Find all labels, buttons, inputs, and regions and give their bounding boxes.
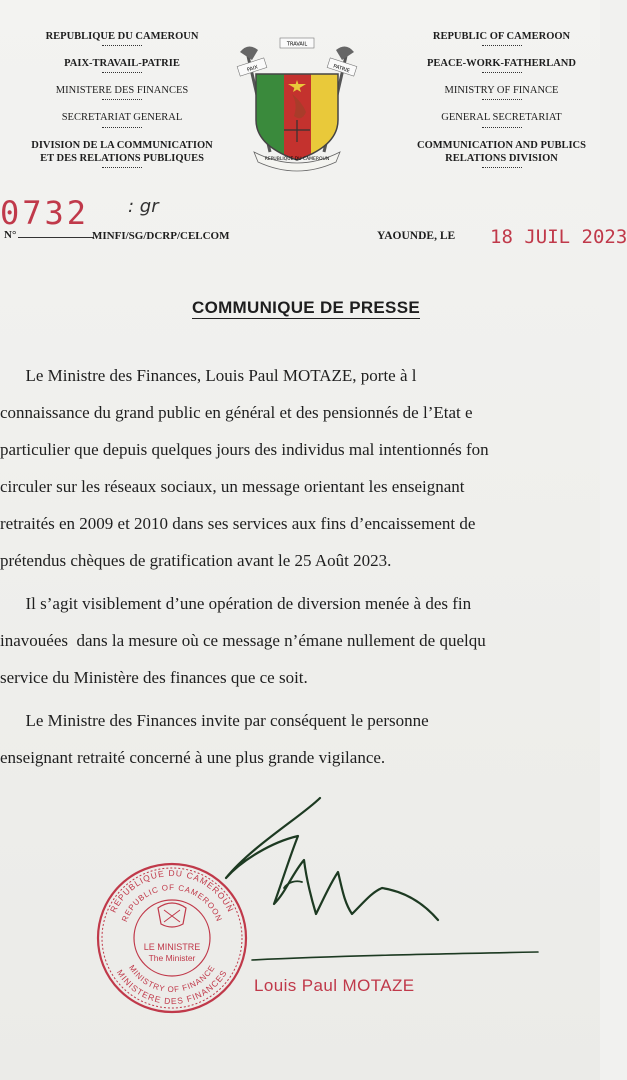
text-line: particulier que depuis quelques jours des individus mal intentionnés fon bbox=[0, 440, 489, 459]
ribbon-center-text: TRAVAIL bbox=[286, 41, 308, 48]
divider bbox=[482, 72, 522, 73]
seal-inner-bottom: MINISTRY OF FINANCE bbox=[127, 963, 217, 995]
seal-emblem-icon bbox=[158, 903, 186, 927]
seal-outer-top: REPUBLIQUE DU CAMEROUN bbox=[107, 867, 237, 915]
ministry-fr: MINISTERE DES FINANCES bbox=[55, 85, 189, 97]
divider bbox=[482, 45, 522, 46]
division-en-line2: RELATIONS DIVISION bbox=[445, 152, 558, 164]
divider bbox=[482, 127, 522, 128]
divider bbox=[482, 99, 522, 100]
handwritten-annotation: : gr bbox=[128, 196, 159, 217]
text-line: enseignant retraité concerné à une plus grande vigilance. bbox=[0, 748, 386, 767]
reference-code: MINFI/SG/DCRP/CELCOM bbox=[92, 230, 230, 242]
header-right-en bbox=[394, 30, 609, 179]
seal-outer-bottom: MINISTERE DES FINANCES bbox=[114, 967, 230, 1007]
divider bbox=[102, 99, 142, 100]
division-fr-line1: DIVISION DE LA COMMUNICATION bbox=[31, 139, 213, 151]
text-line: service du Ministère des finances que ce soit. bbox=[0, 668, 308, 687]
motto-fr: PAIX-TRAVAIL-PATRIE bbox=[64, 58, 180, 70]
title-text: COMMUNIQUE DE PRESSE bbox=[192, 298, 420, 317]
motto-en: PEACE-WORK-FATHERLAND bbox=[427, 58, 576, 70]
division-fr-line2: ET DES RELATIONS PUBLIQUES bbox=[40, 152, 204, 164]
divider bbox=[102, 72, 142, 73]
header-left-fr bbox=[12, 30, 232, 179]
number-sign: N° bbox=[4, 229, 17, 241]
paragraph-1 bbox=[0, 357, 600, 579]
reference-number-stamp: 0732 bbox=[0, 194, 90, 232]
divider bbox=[102, 167, 142, 168]
secretariat-fr: SECRETARIAT GENERAL bbox=[61, 112, 183, 124]
divider bbox=[102, 127, 142, 128]
country-name-en: REPUBLIC OF CAMEROON bbox=[432, 31, 571, 42]
division-en-line1: COMMUNICATION AND PUBLICS bbox=[417, 139, 586, 151]
ribbon-left-text: PAIX bbox=[246, 64, 259, 74]
seal-inner-top: REPUBLIC OF CAMEROON bbox=[120, 882, 224, 924]
paragraph-2 bbox=[0, 585, 600, 696]
seal-center-line1: LE MINISTRE bbox=[143, 942, 201, 952]
text-line: circuler sur les réseaux sociaux, un message orientant les enseignant bbox=[0, 477, 465, 496]
reference-prefix bbox=[4, 229, 96, 241]
blank-line bbox=[18, 237, 94, 238]
text-line: Il s’agit visiblement d’une opération de diversion menée à des fin bbox=[0, 594, 472, 613]
text-line: prétendus chèques de gratification avant le 25 Août 2023. bbox=[0, 551, 392, 570]
text-line: Le Ministre des Finances, Louis Paul MOTAZE, porte à l bbox=[0, 366, 417, 385]
ministry-en: MINISTRY OF FINANCE bbox=[444, 85, 559, 97]
text-line: Le Ministre des Finances invite par conséquent le personne bbox=[0, 711, 429, 730]
country-name-fr: REPUBLIQUE DU CAMEROUN bbox=[45, 31, 199, 42]
divider bbox=[482, 167, 522, 168]
secretariat-en: GENERAL SECRETARIAT bbox=[441, 112, 562, 124]
signatory-name: Louis Paul MOTAZE bbox=[254, 976, 415, 995]
text-line: retraités en 2009 et 2010 dans ses services aux fins d’encaissement de bbox=[0, 514, 476, 533]
document-title bbox=[0, 298, 612, 318]
date-stamp: 18 JUIL 2023 bbox=[490, 226, 627, 248]
paragraph-3 bbox=[0, 702, 600, 776]
scroll-text: REPUBLIQUE DU CAMEROUN bbox=[264, 157, 330, 162]
seal-center-line2: The Minister bbox=[148, 953, 196, 963]
handwritten-signature bbox=[212, 796, 542, 956]
divider bbox=[102, 45, 142, 46]
text-line: inavouées dans la mesure où ce message n’émane nullement de quelqu bbox=[0, 631, 486, 650]
place-date-label: YAOUNDE, LE bbox=[377, 230, 456, 242]
cameroon-coat-of-arms-icon bbox=[234, 34, 360, 169]
ribbon-right-text: PATRIE bbox=[332, 63, 351, 75]
text-line: connaissance du grand public en général et des pensionnés de l’Etat e bbox=[0, 403, 473, 422]
